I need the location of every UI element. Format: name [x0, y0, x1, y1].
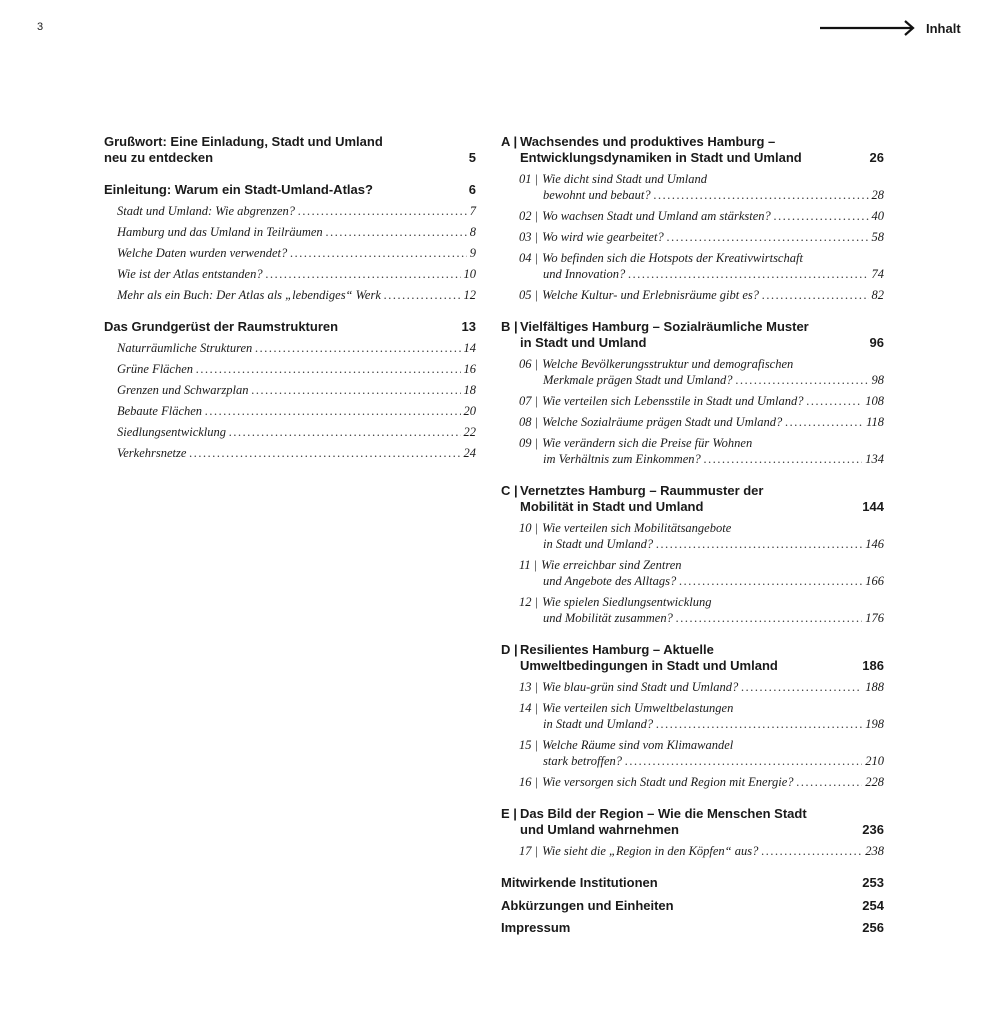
section-title-text: Das Grundgerüst der Raumstrukturen [104, 319, 339, 334]
toc-item-line [519, 356, 884, 372]
item-title: Wie erreichbar sind Zentren [541, 558, 682, 572]
toc-item-line [519, 435, 884, 451]
toc-item[interactable] [501, 287, 884, 303]
section-heading[interactable] [104, 134, 476, 166]
section-title-text: Wachsendes und produktives Hamburg – [520, 134, 776, 149]
dot-leader [326, 224, 467, 240]
item-title: Wo befinden sich die Hotspots der Kreativwirtschaft [542, 251, 803, 265]
item-number: 13 | [519, 680, 539, 694]
item-page: 40 [871, 209, 884, 223]
end-entry-page: 253 [862, 875, 884, 890]
toc-item[interactable] [501, 679, 884, 695]
item-title: Merkmale prägen Stadt und Umland? [543, 373, 733, 387]
toc-item-line [519, 737, 884, 753]
item-page: 74 [871, 267, 884, 281]
toc-item-line [117, 424, 476, 440]
dot-leader [298, 203, 467, 219]
dot-leader [797, 774, 863, 790]
toc-left-column [104, 134, 476, 477]
item-page: 210 [865, 754, 884, 768]
dot-leader [656, 716, 862, 732]
item-title: stark betroffen? [543, 754, 623, 768]
section-title-line [520, 483, 884, 499]
toc-item[interactable] [501, 435, 884, 467]
section-page: 144 [862, 499, 884, 514]
section-title [520, 319, 884, 351]
item-number: 15 | [519, 738, 539, 752]
item-title: Wie blau-grün sind Stadt und Umland? [542, 680, 739, 694]
toc-item[interactable] [501, 594, 884, 626]
item-number: 17 | [519, 844, 539, 858]
toc-item-line [519, 573, 884, 589]
item-title: Verkehrsnetze [117, 446, 187, 460]
toc-item-line [519, 610, 884, 626]
section-title-text: und Umland wahrnehmen [520, 822, 679, 837]
item-page: 28 [871, 188, 884, 202]
toc-item[interactable] [104, 287, 476, 303]
item-title: in Stadt und Umland? [543, 717, 654, 731]
item-page: 238 [865, 844, 884, 858]
item-page: 14 [463, 341, 476, 355]
section-title-text: Resilientes Hamburg – Aktuelle [520, 642, 714, 657]
item-title: Stadt und Umland: Wie abgrenzen? [117, 204, 295, 218]
section-heading[interactable] [104, 182, 476, 198]
section-page: 13 [461, 319, 476, 334]
toc-section [104, 182, 476, 303]
section-title-text: Das Bild der Region – Wie die Menschen Stadt [520, 806, 807, 821]
toc-section [104, 134, 476, 166]
section-title [520, 806, 884, 838]
end-entry-page: 254 [862, 897, 884, 913]
item-page: 118 [866, 415, 884, 429]
toc-item[interactable] [104, 340, 476, 356]
item-title: und Angebote des Alltags? [543, 574, 677, 588]
section-title-text: Entwicklungsdynamiken in Stadt und Umland [520, 150, 802, 165]
toc-item[interactable] [501, 250, 884, 282]
section-page: 186 [862, 658, 884, 673]
end-entry[interactable] [501, 920, 884, 936]
section-letter: B | [501, 319, 518, 334]
section-title [104, 182, 476, 198]
toc-item[interactable] [104, 361, 476, 377]
dot-leader [196, 361, 460, 377]
toc-item-line [519, 774, 884, 790]
section-title-line [104, 150, 476, 166]
dot-leader [654, 187, 869, 203]
toc-item-line [519, 171, 884, 187]
page-number: 3 [37, 21, 44, 33]
toc-item-line [117, 287, 476, 303]
item-title: im Verhältnis zum Einkommen? [543, 452, 701, 466]
item-page: 176 [865, 611, 884, 625]
item-title: in Stadt und Umland? [543, 537, 654, 551]
dot-leader [229, 424, 460, 440]
section-title-line [520, 319, 884, 335]
toc-item[interactable] [501, 414, 884, 430]
section-page: 26 [869, 150, 884, 165]
item-title: und Mobilität zusammen? [543, 611, 673, 625]
section-title [104, 134, 476, 166]
toc-item[interactable] [104, 266, 476, 282]
toc-item-line [519, 187, 884, 203]
item-title: Welche Räume sind vom Klimawandel [542, 738, 734, 752]
toc-item-line [519, 520, 884, 536]
section-title [520, 642, 884, 674]
item-number: 02 | [519, 209, 539, 223]
item-number: 04 | [519, 251, 539, 265]
section-title-text: neu zu entdecken [104, 150, 214, 165]
item-page: 188 [865, 680, 884, 694]
toc-item-line [117, 361, 476, 377]
end-entry-title: Abkürzungen und Einheiten [501, 897, 674, 913]
item-number: 05 | [519, 288, 539, 302]
toc-item[interactable] [104, 224, 476, 240]
section-title-line [520, 134, 884, 150]
toc-item[interactable] [501, 171, 884, 203]
contents-link[interactable] [820, 19, 961, 37]
dot-leader [806, 393, 862, 409]
end-entry[interactable] [501, 875, 884, 891]
section-title-line [520, 150, 884, 166]
toc-item[interactable] [501, 356, 884, 388]
dot-leader [251, 382, 460, 398]
toc-item-line [519, 594, 884, 610]
item-title: Wie spielen Siedlungsentwicklung [542, 595, 712, 609]
toc-item-line [519, 716, 884, 732]
item-number: 08 | [519, 415, 539, 429]
section-page: 5 [468, 150, 476, 165]
toc-item[interactable] [501, 737, 884, 769]
item-title: Welche Kultur- und Erlebnisräume gibt es? [542, 288, 760, 302]
section-title-text: Vielfältiges Hamburg – Sozialräumliche Muster [520, 319, 809, 334]
dot-leader [736, 372, 869, 388]
item-title: Wie verändern sich die Preise für Wohnen [542, 436, 753, 450]
section-title [520, 483, 884, 515]
toc-item-line [117, 403, 476, 419]
item-number: 16 | [519, 775, 539, 789]
toc-item-line [117, 224, 476, 240]
toc-item-line [117, 340, 476, 356]
item-page: 20 [463, 404, 476, 418]
end-entry-page: 256 [862, 920, 884, 935]
toc-item-line [519, 536, 884, 552]
section-heading[interactable] [501, 806, 884, 838]
dot-leader [255, 340, 460, 356]
item-title: Welche Bevölkerungsstruktur und demografischen [542, 357, 794, 371]
section-title-line [104, 319, 476, 335]
section-title-line [520, 822, 884, 838]
toc-right-column [501, 134, 884, 943]
toc-item[interactable] [104, 424, 476, 440]
toc-section [501, 483, 884, 626]
toc-item[interactable] [501, 208, 884, 224]
dot-leader [656, 536, 862, 552]
item-number: 03 | [519, 230, 539, 244]
section-title-line [104, 134, 476, 150]
toc-section [501, 642, 884, 790]
section-title-line [104, 182, 476, 198]
section-title-line [520, 658, 884, 674]
section-title-text: Mobilität in Stadt und Umland [520, 499, 704, 514]
item-title: Siedlungsentwicklung [117, 425, 227, 439]
item-page: 7 [469, 204, 476, 218]
item-page: 18 [463, 383, 476, 397]
toc-item[interactable] [501, 393, 884, 409]
toc-item[interactable] [104, 203, 476, 219]
item-page: 228 [865, 775, 884, 789]
item-title: Wie verteilen sich Umweltbelastungen [542, 701, 734, 715]
toc-item-line [519, 250, 884, 266]
item-page: 12 [463, 288, 476, 302]
section-title-line [520, 335, 884, 351]
toc-item-line [519, 843, 884, 859]
item-title: Welche Daten wurden verwendet? [117, 246, 288, 260]
section-title [520, 134, 884, 166]
item-page: 16 [463, 362, 476, 376]
item-page: 166 [865, 574, 884, 588]
section-title-text: Umweltbedingungen in Stadt und Umland [520, 658, 778, 673]
toc-item[interactable] [104, 445, 476, 461]
dot-leader [205, 403, 460, 419]
toc-item[interactable] [501, 774, 884, 790]
item-page: 98 [871, 373, 884, 387]
item-title: Wie verteilen sich Mobilitätsangebote [542, 521, 732, 535]
item-title: Welche Sozialräume prägen Stadt und Umland? [542, 415, 783, 429]
item-title: Grüne Flächen [117, 362, 194, 376]
toc-item[interactable] [501, 700, 884, 732]
toc-section [501, 806, 884, 859]
dot-leader [762, 287, 868, 303]
toc-section [501, 134, 884, 303]
toc-item-line [519, 679, 884, 695]
item-title: Bebaute Flächen [117, 404, 203, 418]
section-title-line [520, 499, 884, 515]
item-page: 10 [463, 267, 476, 281]
toc-section [104, 319, 476, 461]
item-number: 14 | [519, 701, 539, 715]
dot-leader [290, 245, 467, 261]
item-title: Wo wachsen Stadt und Umland am stärksten? [542, 209, 771, 223]
dot-leader [676, 610, 862, 626]
section-page: 96 [869, 335, 884, 350]
item-number: 11 | [519, 558, 538, 572]
section-heading[interactable] [501, 319, 884, 351]
section-title-text: Einleitung: Warum ein Stadt-Umland-Atlas? [104, 182, 373, 197]
dot-leader [628, 266, 868, 282]
item-title: bewohnt und bebaut? [543, 188, 651, 202]
end-entry-title: Impressum [501, 920, 571, 935]
section-heading[interactable] [501, 483, 884, 515]
toc-item-line [117, 266, 476, 282]
section-letter: C | [501, 483, 518, 498]
section-page: 6 [468, 182, 476, 197]
section-heading[interactable] [501, 642, 884, 674]
dot-leader [774, 208, 869, 224]
item-title: Wie verteilen sich Lebensstile in Stadt und Umland? [542, 394, 804, 408]
dot-leader [741, 679, 862, 695]
toc-item[interactable] [104, 382, 476, 398]
item-title: Mehr als ein Buch: Der Atlas als „lebendiges“ Werk [117, 288, 381, 302]
item-number: 01 | [519, 172, 539, 186]
toc-item-line [519, 557, 884, 573]
toc-item[interactable] [501, 557, 884, 589]
item-page: 108 [865, 394, 884, 408]
item-page: 24 [463, 446, 476, 460]
toc-item-line [519, 700, 884, 716]
section-letter: A | [501, 134, 518, 149]
item-page: 8 [469, 225, 476, 239]
dot-leader [785, 414, 863, 430]
toc-item-line [519, 266, 884, 282]
item-page: 146 [865, 537, 884, 551]
item-title: Naturräumliche Strukturen [117, 341, 253, 355]
toc-item[interactable] [501, 520, 884, 552]
toc-item-line [519, 451, 884, 467]
item-title: Wo wird wie gearbeitet? [542, 230, 664, 244]
toc-item-line [519, 393, 884, 409]
section-title-text: Vernetztes Hamburg – Raummuster der [520, 483, 764, 498]
item-number: 06 | [519, 357, 539, 371]
section-title-line [520, 806, 884, 822]
toc-item-line [117, 245, 476, 261]
dot-leader [667, 229, 869, 245]
toc-item-line [519, 287, 884, 303]
item-title: Wie dicht sind Stadt und Umland [542, 172, 707, 186]
toc-item[interactable] [501, 229, 884, 245]
item-number: 12 | [519, 595, 539, 609]
contents-link-label: Inhalt [926, 20, 961, 36]
toc-item[interactable] [501, 843, 884, 859]
item-title: Wie ist der Atlas entstanden? [117, 267, 263, 281]
item-title: Wie sieht die „Region in den Köpfen“ aus? [542, 844, 759, 858]
dot-leader [761, 843, 862, 859]
section-title-line [520, 642, 884, 658]
section-heading[interactable] [501, 134, 884, 166]
item-page: 198 [865, 717, 884, 731]
toc-item-line [117, 203, 476, 219]
toc-item-line [519, 229, 884, 245]
arrow-right-icon [820, 19, 916, 37]
dot-leader [679, 573, 862, 589]
end-entry-title: Mitwirkende Institutionen [501, 875, 658, 890]
item-page: 9 [469, 246, 476, 260]
dot-leader [625, 753, 862, 769]
toc-item[interactable] [104, 403, 476, 419]
dot-leader [704, 451, 863, 467]
dot-leader [384, 287, 461, 303]
section-title [104, 319, 476, 335]
dot-leader [189, 445, 460, 461]
item-title: und Innovation? [543, 267, 626, 281]
item-title: Hamburg und das Umland in Teilräumen [117, 225, 323, 239]
toc-item-line [117, 445, 476, 461]
section-letter: D | [501, 642, 518, 657]
item-number: 09 | [519, 436, 539, 450]
section-page: 236 [862, 822, 884, 837]
item-page: 82 [871, 288, 884, 302]
end-entry[interactable] [501, 898, 884, 914]
item-page: 58 [871, 230, 884, 244]
section-letter: E | [501, 806, 517, 821]
toc-item-line [519, 208, 884, 224]
toc-item-line [519, 753, 884, 769]
item-page: 134 [865, 452, 884, 466]
toc-item-line [117, 382, 476, 398]
toc-section [501, 319, 884, 467]
section-heading[interactable] [104, 319, 476, 335]
item-title: Grenzen und Schwarzplan [117, 383, 249, 397]
toc-item-line [519, 372, 884, 388]
toc-item[interactable] [104, 245, 476, 261]
item-title: Wie versorgen sich Stadt und Region mit Energie? [542, 775, 794, 789]
section-title-text: in Stadt und Umland [520, 335, 647, 350]
dot-leader [266, 266, 461, 282]
item-number: 10 | [519, 521, 539, 535]
toc-item-line [519, 414, 884, 430]
item-page: 22 [463, 425, 476, 439]
section-title-text: Grußwort: Eine Einladung, Stadt und Umland [104, 134, 383, 149]
item-number: 07 | [519, 394, 539, 408]
